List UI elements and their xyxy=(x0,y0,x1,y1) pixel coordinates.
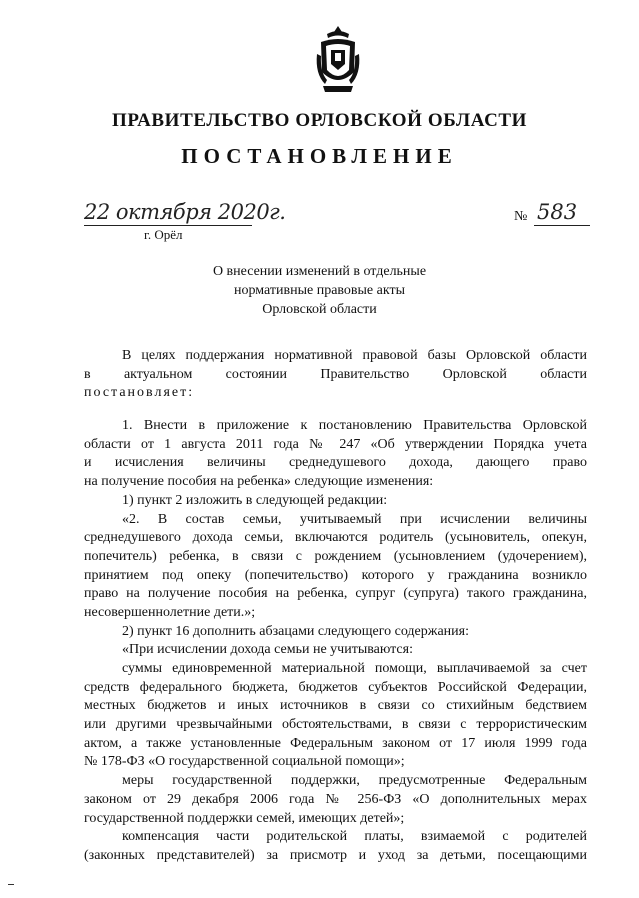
subject-line: Орловской области xyxy=(262,302,377,317)
document-body xyxy=(84,347,587,866)
body-line: 1) пункт 2 изложить в следующей редакции: xyxy=(122,492,388,508)
body-line: меры государственной поддержки, предусмотренные Федеральным xyxy=(122,773,587,789)
margin-mark xyxy=(8,884,14,885)
body-line: на получение пособия на ребенка» следующие изменения: xyxy=(84,474,434,490)
body-line: 2) пункт 16 дополнить абзацами следующего содержания: xyxy=(122,623,469,639)
body-line: актом, а также установленные Федеральным законом от 17 июля 1999 года xyxy=(84,735,587,751)
body-line: суммы единовременной материальной помощи, выплачиваемой за счет xyxy=(122,661,587,676)
body-line: средств федерального бюджета, бюджетов субъектов Российской Федерации, xyxy=(84,679,587,695)
handwritten-date: 22 октября 2020г. xyxy=(84,200,286,224)
body-line: местных бюджетов и иных источников в связи со стихийным бедствием xyxy=(84,698,587,714)
body-line: принятием под опеку (попечительство) которого у гражданина возникло xyxy=(84,567,587,583)
body-line: среднедушевого дохода семьи, включаются родитель (усыновитель, опекун, xyxy=(84,530,587,546)
body-line: (законных представителей) за присмотр и уход за детьми, посещающими xyxy=(84,847,587,863)
body-line: попечитель) ребенка, в связи с рождением (усыновлением (удочерением), xyxy=(84,548,587,564)
number-underline xyxy=(534,225,590,226)
city-label: г. Орёл xyxy=(144,227,183,242)
subject-line: нормативные правовые акты xyxy=(233,283,406,298)
document-subject xyxy=(0,262,639,319)
number-label: № xyxy=(514,209,528,224)
preamble-line: постановляет: xyxy=(84,385,195,401)
body-line: или другими чрезвычайными обстоятельствами, в связи с террористическим xyxy=(84,717,587,733)
body-line: компенсация части родительской платы, взимаемой с родителей xyxy=(122,829,587,845)
body-line: и исчисления величины среднедушевого дохода, дающего право xyxy=(84,455,587,471)
preamble-line: в актуальном состоянии Правительство Орловской области xyxy=(84,366,587,382)
organization-title: ПРАВИТЕЛЬСТВО ОРЛОВСКОЙ ОБЛАСТИ xyxy=(111,110,528,131)
body-line: области от 1 августа 2011 года № 247 «Об утверждении Порядка учета xyxy=(84,436,587,452)
subject-line: О внесении изменений в отдельные xyxy=(212,264,427,279)
body-line: право на получение пособия на ребенка, супруг (супруга) такого гражданина, xyxy=(84,586,587,602)
coat-of-arms-icon xyxy=(313,24,363,96)
body-line: законом от 29 декабря 2006 года № 256-ФЗ «О дополнительных мерах xyxy=(84,791,587,807)
date-underline xyxy=(84,225,252,226)
preamble-line: В целях поддержания нормативной правовой базы Орловской области xyxy=(122,348,587,363)
body-line: «2. В состав семьи, учитываемый при исчислении величины xyxy=(122,511,587,527)
body-line: несовершеннолетние дети.»; xyxy=(84,604,256,620)
handwritten-number: 583 xyxy=(537,200,578,224)
body-line: государственной поддержки семей, имеющих детей»; xyxy=(84,810,405,826)
document-type-title: ПОСТАНОВЛЕНИЕ xyxy=(181,144,458,168)
body-line: «При исчислении дохода семьи не учитываются: xyxy=(122,642,413,658)
body-line: № 178-ФЗ «О государственной социальной помощи»; xyxy=(84,754,405,770)
body-line: 1. Внести в приложение к постановлению Правительства Орловской xyxy=(122,418,587,434)
